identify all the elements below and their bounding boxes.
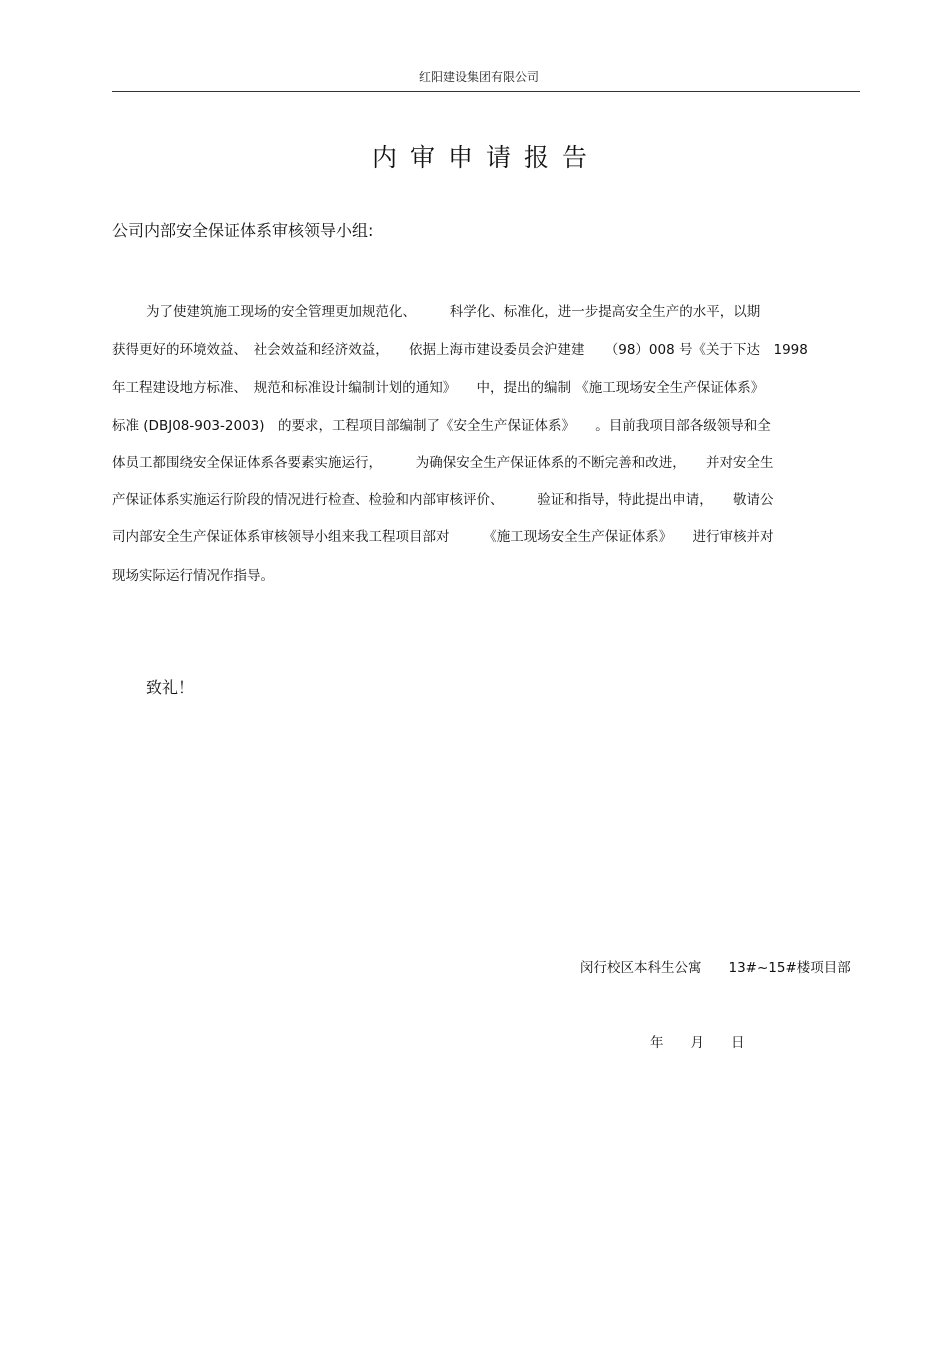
body-line: 司内部安全生产保证体系审核领导小组来我工程项目部对 《施工现场安全生产保证体系》 进行审核并对 [112,529,774,545]
body-line: 体员工都围绕安全保证体系各要素实施运行， 为确保安全生产保证体系的不断完善和改进， 并对安全生 [112,455,774,471]
document-title: 内审申请报告 [371,143,600,172]
body-line: 年工程建设地方标准、 规范和标准设计编制计划的通知》 中，提出的编制 《施工现场安全生产保证体系》 [112,380,765,396]
body-line: 现场实际运行情况作指导。 [112,568,274,584]
addressee: 公司内部安全保证体系审核领导小组: [112,221,374,240]
body-line: 标准 (DBJ08-903-2003) 的要求，工程项目部编制了《安全生产保证体系》 。目前我项目部各级领导和全 [112,418,771,434]
body-line: 为了使建筑施工现场的安全管理更加规范化、 科学化、标准化，进一步提高安全生产的水平，以期 [146,304,761,320]
header-company-name: 红阳建设集团有限公司 [418,70,539,84]
signature-department: 闵行校区本科生公寓 13#~15#楼项目部 [580,960,851,976]
closing-salutation: 致礼！ [146,678,195,697]
body-line: 获得更好的环境效益、 社会效益和经济效益， 依据上海市建设委员会沪建建 （98）008 号《关于下达 1998 [112,342,808,358]
body-line: 产保证体系实施运行阶段的情况进行检查、检验和内部审核评价、 验证和指导，特此提出申请， 敬请公 [112,492,774,508]
date-line: 年 月 日 [650,1035,745,1051]
header-divider [112,91,860,92]
